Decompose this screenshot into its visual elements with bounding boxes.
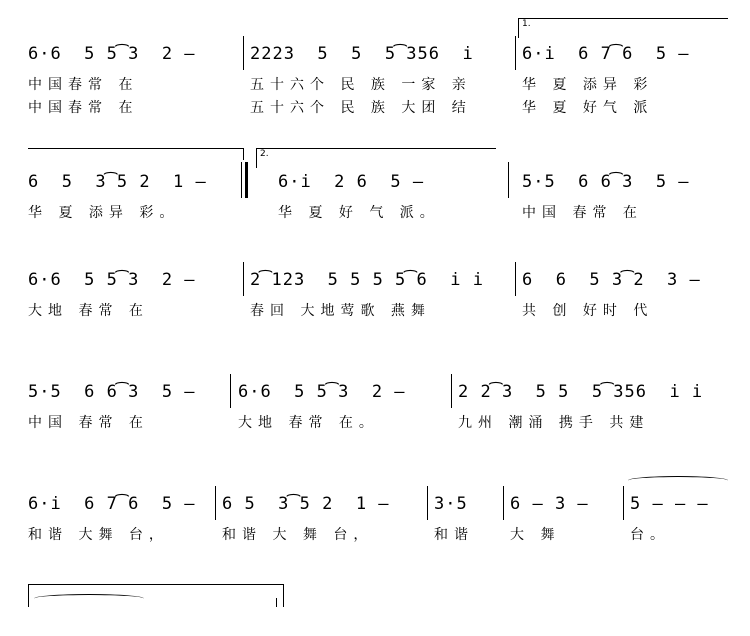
lyrics: 和谐 大舞 台， [28,527,169,543]
score-system-2 [0,148,750,228]
measure-notes: 2͡123 5 5 5 5͡6 i i [250,270,484,290]
ending-bracket [243,148,244,160]
lyrics: 大地 春常 在。 [238,415,379,431]
barline [503,486,504,520]
score-system-4 [0,370,750,440]
lyrics: 华 夏 好 气 派。 [278,205,440,221]
lyrics: 中国春常 在 [28,77,139,93]
lyrics-row-2 [0,97,750,115]
lyrics: 和谐 [434,527,474,543]
tie [34,594,144,603]
barline [508,162,509,198]
lyrics: 大地 春常 在 [28,303,149,319]
tie [628,476,728,485]
measure-notes: 2 2͡3 5 5 5͡356 i i [458,382,704,402]
measure-notes: 6·i 6 7͡6 5 – [522,44,690,64]
score-system-3 [0,258,750,328]
lyrics-row-1 [0,412,750,430]
measure-notes: 6 5 3͡5 2 1 – [222,494,390,514]
notes-row [0,172,750,196]
ending-bracket [283,584,284,607]
score-system-1 [0,19,750,130]
lyrics: 五十六个 民 族 大团 结 [250,100,472,116]
lyrics-row-1 [0,524,750,542]
lyrics: 九州 潮涌 携手 共建 [458,415,650,431]
ending-bracket [256,148,257,168]
barline [276,598,277,607]
barline [243,262,244,296]
lyrics-row-1 [0,202,750,220]
notes-row [0,382,750,406]
measure-notes: 6 6 5 3͡2 3 – [522,270,701,290]
ending-bracket [256,148,496,149]
barline [215,486,216,520]
barline [243,36,244,70]
barline [451,374,452,408]
ending-bracket [518,18,728,19]
lyrics: 华 夏 添异 彩。 [28,205,180,221]
score-system-6-partial [0,584,750,607]
measure-notes: 5·5 6 6͡3 5 – [522,172,690,192]
ending-label: 1. [522,19,531,29]
lyrics: 五十六个 民 族 一家 亲 [250,77,472,93]
score-system-5 [0,480,750,560]
lyrics: 大 舞 [510,527,561,543]
lyrics: 共 创 好时 代 [522,303,654,319]
barline [230,374,231,408]
lyrics: 和谐 大 舞 台， [222,527,374,543]
repeat-barline [241,162,242,198]
lyrics: 中国 春常 在 [522,205,643,221]
lyrics: 华 夏 好气 派 [522,100,654,116]
lyrics: 春回 大地莺歌 燕舞 [250,303,431,319]
measure-notes: 3·5 [434,494,468,514]
notes-row [0,44,750,68]
notes-row [0,494,750,518]
measure-notes: 5 – – – [630,494,709,514]
ending-bracket [28,584,283,585]
notes-row [0,270,750,294]
lyrics: 华 夏 添异 彩 [522,77,654,93]
lyrics: 台。 [630,527,670,543]
measure-notes: 6 – 3 – [510,494,589,514]
repeat-barline [245,162,248,198]
measure-notes: 6 5 3͡5 2 1 – [28,172,207,192]
measure-notes: 6·6 5 5͡3 2 – [28,270,196,290]
lyrics: 中国 春常 在 [28,415,149,431]
ending-bracket [28,148,243,149]
lyrics: 中国春常 在 [28,100,139,116]
barline [515,262,516,296]
barline [623,486,624,520]
lyrics-row-1 [0,74,750,92]
ending-bracket [28,584,29,607]
measure-notes: 6·6 5 5͡3 2 – [28,44,196,64]
ending-bracket [518,18,519,38]
ending-label: 2. [260,149,269,159]
measure-notes: 6·6 5 5͡3 2 – [238,382,406,402]
measure-notes: 5·5 6 6͡3 5 – [28,382,196,402]
measure-notes: 6·i 2 6 5 – [278,172,425,192]
lyrics-row-1 [0,300,750,318]
barline [427,486,428,520]
measure-notes: 6·i 6 7͡6 5 – [28,494,196,514]
barline [515,36,516,70]
measure-notes: 2223 5 5 5͡356 i [250,44,474,64]
